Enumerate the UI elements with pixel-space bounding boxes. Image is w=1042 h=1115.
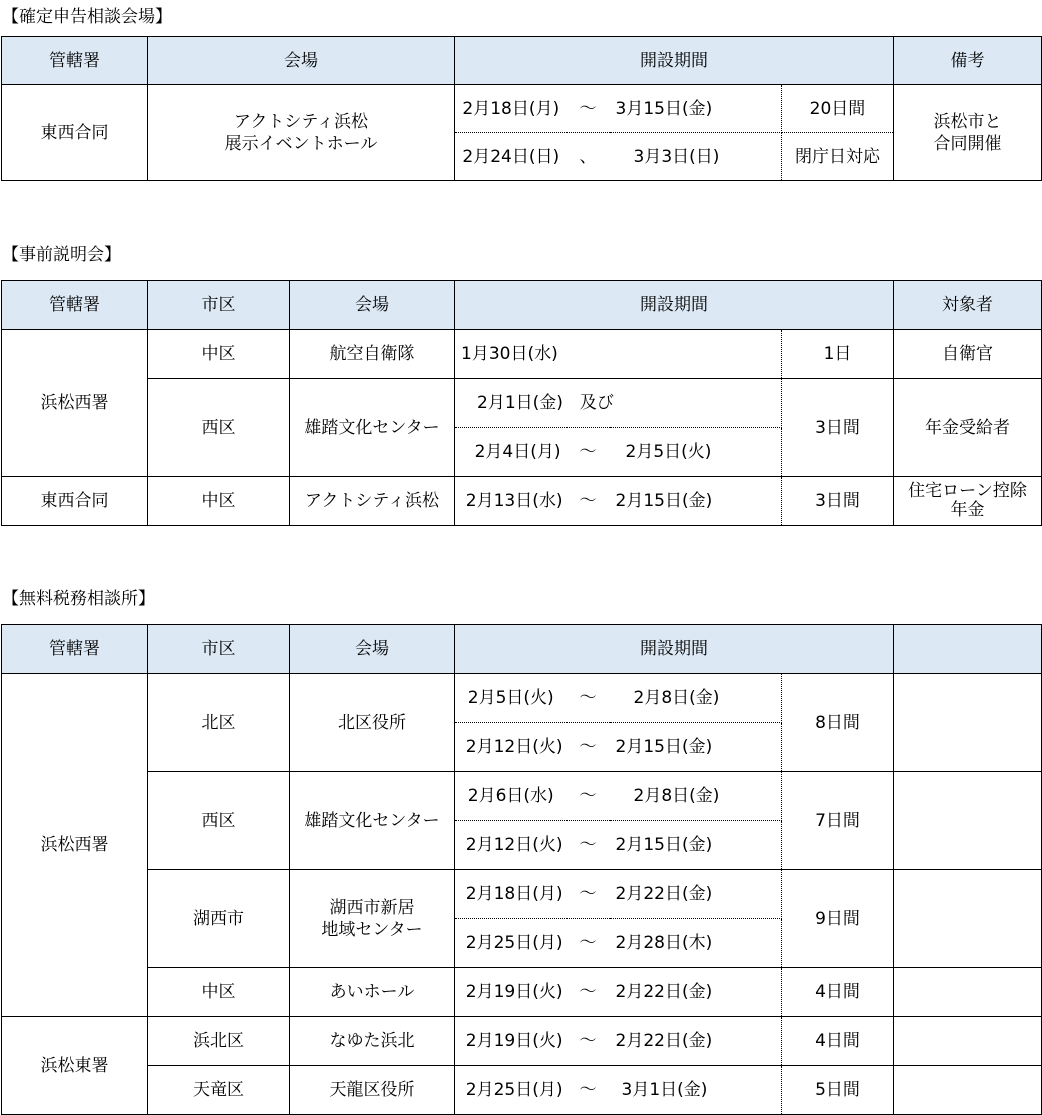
period-sep: ～ bbox=[567, 674, 610, 723]
table-muryou bbox=[1, 624, 1042, 1115]
period-sep: ～ bbox=[567, 85, 610, 133]
ward-cell: 西区 bbox=[148, 772, 290, 870]
target-line-1: 住宅ローン控除 bbox=[908, 481, 1027, 501]
period-sep: ～ bbox=[567, 723, 610, 772]
period-days: 4日間 bbox=[782, 1017, 894, 1066]
table-row bbox=[2, 477, 1042, 526]
venue-cell: アクトシティ浜松 bbox=[290, 477, 455, 526]
header-period: 開設期間 bbox=[455, 281, 894, 330]
venue-line-2: 地域センター bbox=[321, 919, 423, 940]
table-row bbox=[2, 379, 1042, 428]
blank-cell bbox=[894, 1066, 1042, 1115]
table-row bbox=[2, 968, 1042, 1017]
period-days: 閉庁日対応 bbox=[782, 133, 894, 181]
target-cell: 年金受給者 bbox=[894, 379, 1042, 477]
venue-cell bbox=[290, 870, 455, 968]
header-ward: 市区 bbox=[148, 625, 290, 674]
venue-cell: あいホール bbox=[290, 968, 455, 1017]
period-days: 5日間 bbox=[782, 1066, 894, 1115]
target-line-2: 年金 bbox=[950, 500, 985, 520]
period-and: 2月1日(金) 及び bbox=[455, 379, 782, 428]
blank-cell bbox=[894, 674, 1042, 772]
period-sep: ～ bbox=[567, 772, 610, 821]
header-venue: 会場 bbox=[290, 281, 455, 330]
ward-cell: 北区 bbox=[148, 674, 290, 772]
period-end: 2月22日(金) bbox=[610, 1017, 782, 1066]
header-period: 開設期間 bbox=[455, 625, 894, 674]
table-row bbox=[2, 674, 1042, 723]
ward-cell: 西区 bbox=[148, 379, 290, 477]
period-days: 4日間 bbox=[782, 968, 894, 1017]
period-start: 2月6日(水) bbox=[455, 772, 567, 821]
office-cell: 浜松東署 bbox=[2, 1017, 148, 1115]
period-end: 2月22日(金) bbox=[610, 968, 782, 1017]
table-row bbox=[2, 85, 1042, 133]
venue-line-2: 展示イベントホール bbox=[224, 133, 378, 154]
blank-cell bbox=[894, 1017, 1042, 1066]
period-days: 20日間 bbox=[782, 85, 894, 133]
period-start: 2月12日(火) bbox=[455, 723, 567, 772]
period-end: 3月15日(金) bbox=[610, 85, 782, 133]
venue-cell: 北区役所 bbox=[290, 674, 455, 772]
blank-cell bbox=[894, 772, 1042, 870]
blank-cell bbox=[894, 870, 1042, 968]
period-days: 3日間 bbox=[782, 379, 894, 477]
period-sep: ～ bbox=[567, 477, 610, 526]
header-row bbox=[2, 37, 1042, 85]
period-sep: ～ bbox=[567, 428, 610, 477]
period-start: 2月19日(火) bbox=[455, 968, 567, 1017]
period-start: 2月18日(月) bbox=[455, 870, 567, 919]
table-jizen bbox=[1, 280, 1042, 526]
ward-cell: 中区 bbox=[148, 968, 290, 1017]
section-title-kakutei: 【確定申告相談会場】 bbox=[2, 7, 172, 27]
target-cell bbox=[894, 477, 1042, 526]
period-days: 7日間 bbox=[782, 772, 894, 870]
note-line-1: 浜松市と bbox=[933, 111, 1002, 132]
header-row bbox=[2, 281, 1042, 330]
period-days: 8日間 bbox=[782, 674, 894, 772]
period-end: 3月1日(金) bbox=[610, 1066, 782, 1115]
office-cell: 東西合同 bbox=[2, 477, 148, 526]
header-period: 開設期間 bbox=[455, 37, 894, 85]
venue-cell: 天龍区役所 bbox=[290, 1066, 455, 1115]
header-note: 備考 bbox=[894, 37, 1042, 85]
header-office: 管轄署 bbox=[2, 37, 148, 85]
period-end: 2月15日(金) bbox=[610, 821, 782, 870]
period-start: 2月25日(月) bbox=[455, 1066, 567, 1115]
period-end: 2月15日(金) bbox=[610, 477, 782, 526]
office-cell: 東西合同 bbox=[2, 85, 148, 181]
ward-cell: 湖西市 bbox=[148, 870, 290, 968]
period-start: 2月13日(水) bbox=[455, 477, 567, 526]
ward-cell: 中区 bbox=[148, 477, 290, 526]
table-kakutei bbox=[1, 36, 1042, 181]
office-cell: 浜松西署 bbox=[2, 330, 148, 477]
period-start: 2月5日(火) bbox=[455, 674, 567, 723]
period-end: 2月15日(金) bbox=[610, 723, 782, 772]
period-start: 2月18日(月) bbox=[455, 85, 567, 133]
venue-line-1: アクトシティ浜松 bbox=[233, 111, 369, 132]
note-cell bbox=[894, 85, 1042, 181]
period-sep: ～ bbox=[567, 919, 610, 968]
period-days: 9日間 bbox=[782, 870, 894, 968]
venue-cell: 雄踏文化センター bbox=[290, 772, 455, 870]
header-row bbox=[2, 625, 1042, 674]
period-end: 2月8日(金) bbox=[610, 772, 782, 821]
table-row bbox=[2, 772, 1042, 821]
period-end: 2月28日(木) bbox=[610, 919, 782, 968]
period-sep: 、 bbox=[567, 133, 610, 181]
office-cell: 浜松西署 bbox=[2, 674, 148, 1017]
section-title-jizen: 【事前説明会】 bbox=[2, 245, 121, 265]
venue-cell bbox=[148, 85, 455, 181]
period-start: 2月4日(月) bbox=[455, 428, 567, 477]
header-ward: 市区 bbox=[148, 281, 290, 330]
header-venue: 会場 bbox=[290, 625, 455, 674]
period-end: 2月22日(金) bbox=[610, 870, 782, 919]
period-start: 2月12日(火) bbox=[455, 821, 567, 870]
period-end: 3月3日(日) bbox=[610, 133, 782, 181]
table-row bbox=[2, 1017, 1042, 1066]
period-days: 1日 bbox=[782, 330, 894, 379]
target-cell: 自衛官 bbox=[894, 330, 1042, 379]
venue-cell: なゆた浜北 bbox=[290, 1017, 455, 1066]
period-start: 2月25日(月) bbox=[455, 919, 567, 968]
note-line-2: 合同開催 bbox=[933, 133, 1002, 154]
period-sep: ～ bbox=[567, 1066, 610, 1115]
ward-cell: 中区 bbox=[148, 330, 290, 379]
period-sep: ～ bbox=[567, 870, 610, 919]
period-sep: ～ bbox=[567, 968, 610, 1017]
table-row bbox=[2, 870, 1042, 919]
period-single: 1月30日(水) bbox=[455, 330, 782, 379]
venue-line-1: 湖西市新居 bbox=[329, 897, 415, 918]
header-office: 管轄署 bbox=[2, 625, 148, 674]
period-start: 2月19日(火) bbox=[455, 1017, 567, 1066]
venue-cell: 雄踏文化センター bbox=[290, 379, 455, 477]
header-office: 管轄署 bbox=[2, 281, 148, 330]
blank-cell bbox=[894, 968, 1042, 1017]
period-sep: ～ bbox=[567, 821, 610, 870]
header-venue: 会場 bbox=[148, 37, 455, 85]
ward-cell: 天竜区 bbox=[148, 1066, 290, 1115]
table-row bbox=[2, 330, 1042, 379]
venue-cell: 航空自衛隊 bbox=[290, 330, 455, 379]
period-start: 2月24日(日) bbox=[455, 133, 567, 181]
period-sep: ～ bbox=[567, 1017, 610, 1066]
header-target: 対象者 bbox=[894, 281, 1042, 330]
table-row bbox=[2, 1066, 1042, 1115]
period-days: 3日間 bbox=[782, 477, 894, 526]
period-end: 2月5日(火) bbox=[610, 428, 782, 477]
period-end: 2月8日(金) bbox=[610, 674, 782, 723]
ward-cell: 浜北区 bbox=[148, 1017, 290, 1066]
header-blank bbox=[894, 625, 1042, 674]
section-title-muryou: 【無料税務相談所】 bbox=[2, 589, 155, 609]
